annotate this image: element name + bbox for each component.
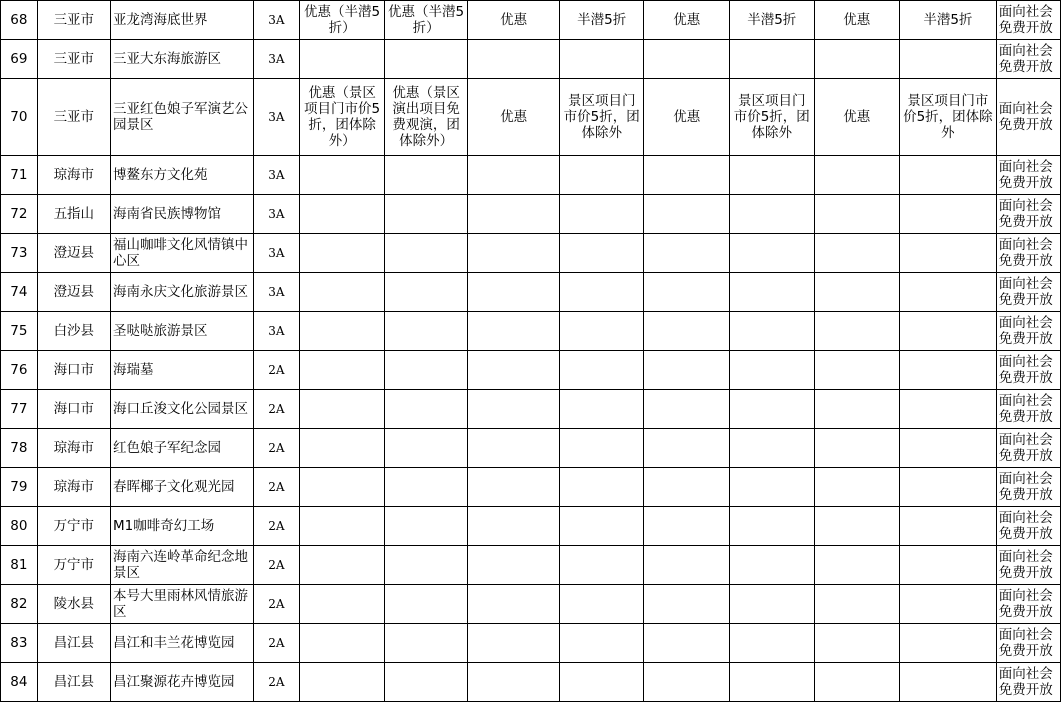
grade-cell: 3A (253, 195, 300, 234)
discount-policy-cell (559, 663, 644, 702)
city-cell: 琼海市 (37, 156, 110, 195)
table-row (1, 624, 1061, 663)
discount-policy-cell: 优惠 (644, 1, 730, 40)
discount-policy-cell (384, 429, 467, 468)
discount-policy-cell (300, 195, 385, 234)
discount-policy-cell (384, 624, 467, 663)
discount-policy-cell (468, 234, 560, 273)
grade-cell: 3A (253, 234, 300, 273)
discount-policy-cell (730, 351, 815, 390)
scenic-spot-name-cell: 春晖椰子文化观光园 (110, 468, 253, 507)
discount-policy-cell (300, 507, 385, 546)
discount-policy-cell (300, 663, 385, 702)
scenic-spot-name-cell: 红色娘子军纪念园 (110, 429, 253, 468)
discount-policy-cell (644, 429, 730, 468)
row-number-cell: 74 (1, 273, 38, 312)
discount-policy-cell (900, 195, 997, 234)
discount-policy-cell (644, 40, 730, 79)
discount-policy-cell (384, 234, 467, 273)
scenic-spot-name-cell: 三亚红色娘子军演艺公园景区 (110, 79, 253, 156)
discount-policy-cell (384, 312, 467, 351)
public-access-cell: 面向社会免费开放 (996, 624, 1060, 663)
discount-policy-cell (559, 429, 644, 468)
city-cell: 万宁市 (37, 507, 110, 546)
public-access-cell: 面向社会免费开放 (996, 40, 1060, 79)
discount-policy-cell (468, 429, 560, 468)
row-number-cell: 75 (1, 312, 38, 351)
discount-policy-cell (559, 390, 644, 429)
table-row (1, 429, 1061, 468)
table-row (1, 351, 1061, 390)
row-number-cell: 76 (1, 351, 38, 390)
discount-policy-cell: 景区项目门市价5折，团体除外 (730, 79, 815, 156)
discount-policy-cell (730, 468, 815, 507)
public-access-cell: 面向社会免费开放 (996, 79, 1060, 156)
discount-policy-cell (559, 195, 644, 234)
discount-policy-cell (644, 312, 730, 351)
grade-cell: 3A (253, 79, 300, 156)
table-row (1, 234, 1061, 273)
discount-policy-cell (730, 156, 815, 195)
row-number-cell: 71 (1, 156, 38, 195)
discount-policy-cell (730, 624, 815, 663)
discount-policy-cell (900, 234, 997, 273)
discount-policy-cell (730, 663, 815, 702)
discount-policy-cell (730, 546, 815, 585)
scenic-spot-name-cell: 海南省民族博物馆 (110, 195, 253, 234)
row-number-cell: 69 (1, 40, 38, 79)
discount-policy-cell (559, 40, 644, 79)
city-cell: 万宁市 (37, 546, 110, 585)
city-cell: 海口市 (37, 390, 110, 429)
public-access-cell: 面向社会免费开放 (996, 351, 1060, 390)
row-number-cell: 80 (1, 507, 38, 546)
discount-policy-cell (468, 507, 560, 546)
discount-policy-cell (384, 156, 467, 195)
discount-policy-cell (468, 585, 560, 624)
discount-policy-cell (468, 312, 560, 351)
scenic-spot-name-cell: 本号大里雨林风情旅游区 (110, 585, 253, 624)
row-number-cell: 73 (1, 234, 38, 273)
discount-policy-cell (559, 273, 644, 312)
discount-policy-cell (300, 624, 385, 663)
row-number-cell: 82 (1, 585, 38, 624)
row-number-cell: 70 (1, 79, 38, 156)
public-access-cell: 面向社会免费开放 (996, 429, 1060, 468)
discount-policy-cell (384, 546, 467, 585)
public-access-cell: 面向社会免费开放 (996, 468, 1060, 507)
table-row (1, 273, 1061, 312)
discount-policy-cell: 优惠 (468, 1, 560, 40)
grade-cell: 2A (253, 663, 300, 702)
discount-policy-cell (300, 429, 385, 468)
discount-policy-cell (559, 624, 644, 663)
discount-policy-cell: 半潜5折 (900, 1, 997, 40)
discount-policy-cell (300, 40, 385, 79)
discount-policy-cell (900, 156, 997, 195)
discount-policy-cell (468, 351, 560, 390)
city-cell: 白沙县 (37, 312, 110, 351)
discount-policy-cell (814, 351, 900, 390)
discount-policy-cell: 半潜5折 (730, 1, 815, 40)
discount-policy-cell (644, 351, 730, 390)
public-access-cell: 面向社会免费开放 (996, 546, 1060, 585)
discount-policy-cell (559, 507, 644, 546)
table-row (1, 468, 1061, 507)
table-row (1, 40, 1061, 79)
discount-policy-cell (814, 546, 900, 585)
scenic-spot-name-cell: 亚龙湾海底世界 (110, 1, 253, 40)
discount-policy-cell (468, 663, 560, 702)
row-number-cell: 72 (1, 195, 38, 234)
discount-policy-cell (814, 273, 900, 312)
city-cell: 三亚市 (37, 79, 110, 156)
row-number-cell: 78 (1, 429, 38, 468)
discount-policy-cell (644, 585, 730, 624)
public-access-cell: 面向社会免费开放 (996, 585, 1060, 624)
row-number-cell: 84 (1, 663, 38, 702)
grade-cell: 3A (253, 156, 300, 195)
discount-policy-cell (468, 273, 560, 312)
discount-policy-cell (730, 585, 815, 624)
discount-policy-cell (814, 468, 900, 507)
public-access-cell: 面向社会免费开放 (996, 1, 1060, 40)
grade-cell: 2A (253, 546, 300, 585)
discount-policy-cell (559, 312, 644, 351)
city-cell: 三亚市 (37, 1, 110, 40)
grade-cell: 2A (253, 624, 300, 663)
discount-policy-cell (384, 273, 467, 312)
row-number-cell: 68 (1, 1, 38, 40)
discount-policy-cell (644, 546, 730, 585)
discount-policy-cell (559, 468, 644, 507)
discount-policy-cell (730, 273, 815, 312)
discount-policy-cell (384, 351, 467, 390)
discount-policy-cell (730, 390, 815, 429)
grade-cell: 3A (253, 1, 300, 40)
discount-policy-cell (468, 624, 560, 663)
scenic-spot-name-cell: 海南六连岭革命纪念地景区 (110, 546, 253, 585)
discount-policy-cell: 景区项目门市价5折，团体除外 (559, 79, 644, 156)
scenic-spot-name-cell: 博鳌东方文化苑 (110, 156, 253, 195)
scenic-spot-name-cell: 三亚大东海旅游区 (110, 40, 253, 79)
discount-policy-cell (900, 351, 997, 390)
table-row (1, 546, 1061, 585)
public-access-cell: 面向社会免费开放 (996, 234, 1060, 273)
discount-policy-cell (300, 390, 385, 429)
discount-policy-cell (900, 663, 997, 702)
city-cell: 五指山 (37, 195, 110, 234)
table-row (1, 390, 1061, 429)
table-row (1, 663, 1061, 702)
discount-policy-cell: 优惠 (468, 79, 560, 156)
discount-policy-cell (814, 390, 900, 429)
discount-policy-cell (900, 273, 997, 312)
scenic-spot-name-cell: 海瑞墓 (110, 351, 253, 390)
discount-policy-cell (644, 234, 730, 273)
grade-cell: 2A (253, 351, 300, 390)
discount-policy-cell (900, 546, 997, 585)
discount-policy-cell (468, 390, 560, 429)
discount-policy-cell (384, 40, 467, 79)
discount-policy-cell: 优惠（半潜5折） (384, 1, 467, 40)
discount-policy-cell (384, 468, 467, 507)
scenic-spot-name-cell: 海南永庆文化旅游景区 (110, 273, 253, 312)
discount-policy-cell (814, 195, 900, 234)
discount-policy-cell (468, 468, 560, 507)
discount-policy-cell (559, 546, 644, 585)
discount-policy-cell (559, 156, 644, 195)
table-row (1, 312, 1061, 351)
discount-policy-cell (814, 507, 900, 546)
discount-policy-cell: 优惠 (644, 79, 730, 156)
discount-policy-cell (384, 585, 467, 624)
city-cell: 陵水县 (37, 585, 110, 624)
city-cell: 海口市 (37, 351, 110, 390)
discount-policy-cell (900, 507, 997, 546)
discount-policy-cell (900, 40, 997, 79)
discount-policy-cell (900, 390, 997, 429)
discount-policy-cell (900, 429, 997, 468)
discount-policy-cell (730, 312, 815, 351)
row-number-cell: 79 (1, 468, 38, 507)
discount-policy-cell: 优惠 (814, 1, 900, 40)
grade-cell: 2A (253, 585, 300, 624)
city-cell: 澄迈县 (37, 273, 110, 312)
discount-policy-cell: 优惠 (814, 79, 900, 156)
discount-policy-cell (468, 40, 560, 79)
public-access-cell: 面向社会免费开放 (996, 312, 1060, 351)
discount-policy-cell (559, 234, 644, 273)
row-number-cell: 81 (1, 546, 38, 585)
public-access-cell: 面向社会免费开放 (996, 390, 1060, 429)
grade-cell: 2A (253, 390, 300, 429)
city-cell: 琼海市 (37, 468, 110, 507)
grade-cell: 3A (253, 40, 300, 79)
discount-policy-cell (384, 663, 467, 702)
discount-policy-cell (644, 507, 730, 546)
discount-policy-cell (814, 624, 900, 663)
discount-policy-cell (814, 312, 900, 351)
discount-policy-cell (468, 195, 560, 234)
discount-policy-cell (644, 468, 730, 507)
discount-policy-cell: 景区项目门市价5折，团体除外 (900, 79, 997, 156)
discount-policy-cell (300, 468, 385, 507)
discount-policy-cell (900, 585, 997, 624)
discount-policy-cell: 优惠（景区项目门市价5折，团体除外） (300, 79, 385, 156)
discount-policy-cell (730, 195, 815, 234)
discount-policy-cell (468, 546, 560, 585)
table-body (1, 1, 1061, 702)
discount-policy-cell (300, 312, 385, 351)
grade-cell: 2A (253, 468, 300, 507)
public-access-cell: 面向社会免费开放 (996, 156, 1060, 195)
discount-policy-cell (644, 663, 730, 702)
discount-policy-cell (300, 273, 385, 312)
discount-policy-cell (730, 234, 815, 273)
discount-policy-cell (384, 390, 467, 429)
discount-policy-cell (814, 234, 900, 273)
discount-policy-cell (300, 351, 385, 390)
discount-policy-cell (644, 390, 730, 429)
discount-policy-cell (900, 312, 997, 351)
table-row (1, 1, 1061, 40)
grade-cell: 2A (253, 429, 300, 468)
table-row (1, 585, 1061, 624)
city-cell: 三亚市 (37, 40, 110, 79)
table-row (1, 507, 1061, 546)
discount-policy-cell: 半潜5折 (559, 1, 644, 40)
scenic-spot-name-cell: 福山咖啡文化风情镇中心区 (110, 234, 253, 273)
table-row (1, 195, 1061, 234)
discount-policy-cell (468, 156, 560, 195)
discount-policy-cell (814, 429, 900, 468)
discount-policy-cell (730, 40, 815, 79)
city-cell: 昌江县 (37, 663, 110, 702)
discount-policy-cell (644, 624, 730, 663)
discount-policy-cell (730, 429, 815, 468)
discount-policy-cell (559, 351, 644, 390)
discount-policy-cell (300, 156, 385, 195)
discount-policy-cell (814, 156, 900, 195)
discount-policy-cell (644, 156, 730, 195)
public-access-cell: 面向社会免费开放 (996, 273, 1060, 312)
grade-cell: 2A (253, 507, 300, 546)
public-access-cell: 面向社会免费开放 (996, 507, 1060, 546)
scenic-spot-name-cell: M1咖啡奇幻工场 (110, 507, 253, 546)
discount-policy-cell (814, 663, 900, 702)
table-row (1, 156, 1061, 195)
discount-policy-cell (814, 585, 900, 624)
discount-policy-cell (730, 507, 815, 546)
city-cell: 澄迈县 (37, 234, 110, 273)
discount-policy-cell (900, 468, 997, 507)
discount-policy-cell: 优惠（半潜5折） (300, 1, 385, 40)
grade-cell: 3A (253, 312, 300, 351)
row-number-cell: 83 (1, 624, 38, 663)
scenic-spot-name-cell: 昌江和丰兰花博览园 (110, 624, 253, 663)
discount-policy-cell (559, 585, 644, 624)
city-cell: 琼海市 (37, 429, 110, 468)
discount-policy-cell (644, 273, 730, 312)
discount-policy-cell (644, 195, 730, 234)
public-access-cell: 面向社会免费开放 (996, 195, 1060, 234)
discount-policy-cell (300, 234, 385, 273)
discount-policy-cell (900, 624, 997, 663)
scenic-spot-name-cell: 海口丘浚文化公园景区 (110, 390, 253, 429)
scenic-spot-name-cell: 圣哒哒旅游景区 (110, 312, 253, 351)
discount-policy-cell (300, 585, 385, 624)
discount-policy-cell (384, 195, 467, 234)
discount-policy-cell (384, 507, 467, 546)
grade-cell: 3A (253, 273, 300, 312)
public-access-cell: 面向社会免费开放 (996, 663, 1060, 702)
row-number-cell: 77 (1, 390, 38, 429)
scenic-spot-name-cell: 昌江聚源花卉博览园 (110, 663, 253, 702)
city-cell: 昌江县 (37, 624, 110, 663)
discount-policy-cell (814, 40, 900, 79)
discount-policy-cell (300, 546, 385, 585)
discount-policy-cell: 优惠（景区演出项目免费观演，团体除外） (384, 79, 467, 156)
table-row (1, 79, 1061, 156)
